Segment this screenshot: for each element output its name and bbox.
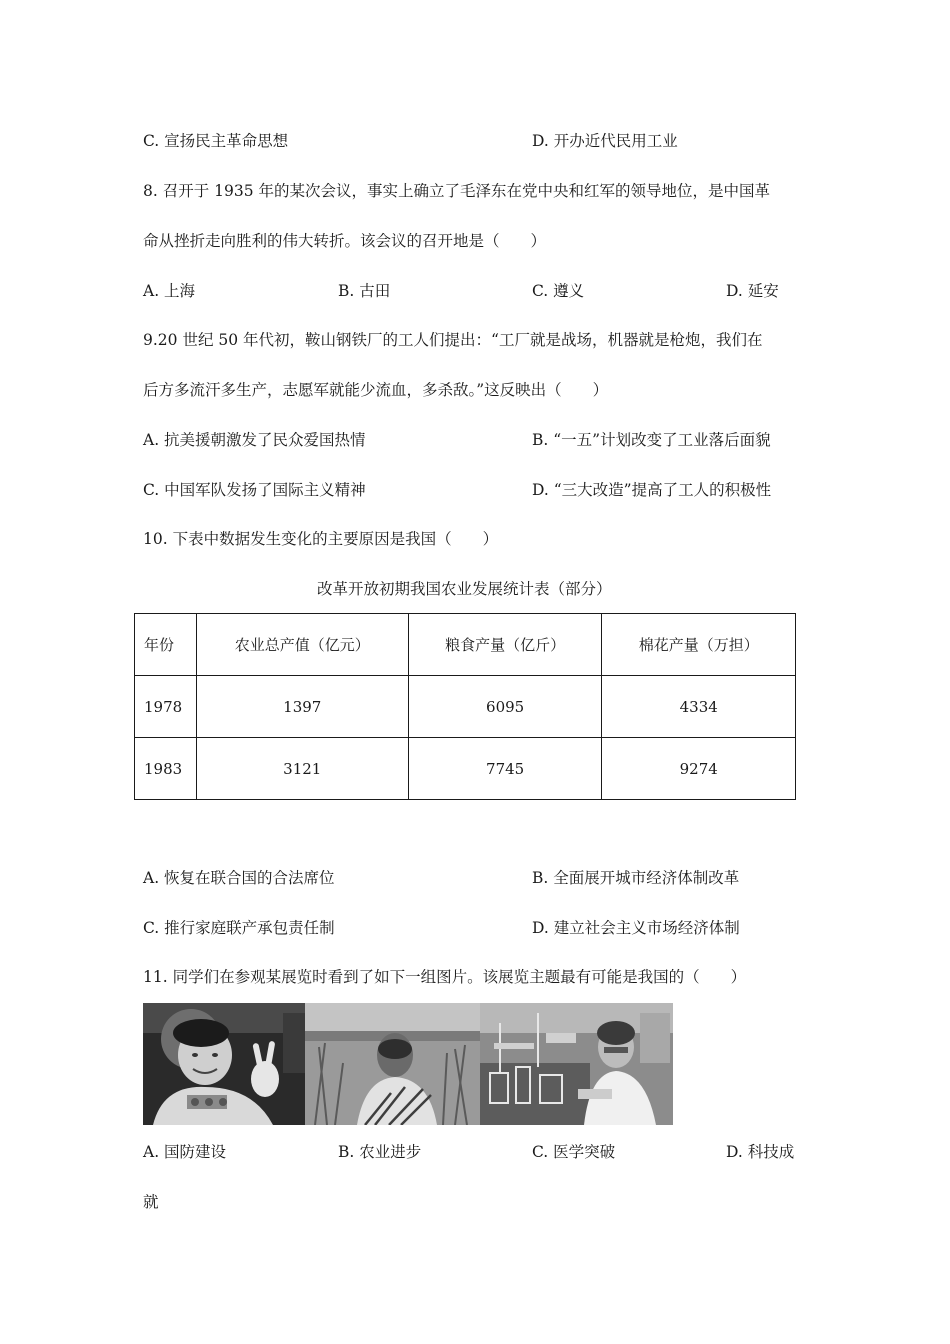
- q10-stem: 10. 下表中数据发生变化的主要原因是我国（ ）: [143, 530, 499, 548]
- cell-year: 1978: [135, 676, 197, 738]
- header-cotton: 棉花产量（万担）: [602, 614, 796, 676]
- q8-option-c: C. 遵义: [532, 282, 585, 300]
- header-grain: 粮食产量（亿斤）: [408, 614, 602, 676]
- header-output-value: 农业总产值（亿元）: [196, 614, 408, 676]
- q9-stem-line2: 后方多流汗多生产，志愿军就能少流血，多杀敌。”这反映出（ ）: [143, 381, 609, 399]
- cell-cotton: 4334: [602, 676, 796, 738]
- q11-option-d-wrap: 就: [143, 1193, 159, 1211]
- q11-option-c: C. 医学突破: [532, 1143, 616, 1161]
- q8-stem-line1: 8. 召开于 1935 年的某次会议，事实上确立了毛泽东在党中央和红军的领导地位，是中国革: [143, 182, 771, 200]
- cell-year: 1983: [135, 738, 197, 800]
- q9-option-a: A. 抗美援朝激发了民众爱国热情: [143, 431, 366, 449]
- q11-stem: 11. 同学们在参观某展览时看到了如下一组图片。该展览主题最有可能是我国的（ ）: [143, 968, 747, 986]
- q7-option-d: D. 开办近代民用工业: [532, 132, 678, 150]
- q11-option-a: A. 国防建设: [143, 1143, 227, 1161]
- q9-stem-line1: 9.20 世纪 50 年代初，鞍山钢铁厂的工人们提出：“工厂就是战场，机器就是枪炮，我们在: [143, 331, 763, 349]
- q10-option-a: A. 恢复在联合国的合法席位: [143, 869, 335, 887]
- q10-option-b: B. 全面展开城市经济体制改革: [532, 869, 740, 887]
- q10-option-d: D. 建立社会主义市场经济体制: [532, 919, 740, 937]
- q8-stem-line2: 命从挫折走向胜利的伟大转折。该会议的召开地是（ ）: [143, 232, 547, 250]
- cell-output-value: 3121: [196, 738, 408, 800]
- header-year: 年份: [135, 614, 197, 676]
- table-row: [135, 738, 796, 800]
- table-header-row: [135, 614, 796, 676]
- cell-output-value: 1397: [196, 676, 408, 738]
- q9-option-b: B. “一五”计划改变了工业落后面貌: [532, 431, 771, 449]
- q8-option-b: B. 古田: [338, 282, 391, 300]
- q7-option-c: C. 宣扬民主革命思想: [143, 132, 289, 150]
- q11-option-b: B. 农业进步: [338, 1143, 422, 1161]
- q9-option-d: D. “三大改造”提高了工人的积极性: [532, 481, 772, 499]
- agriculture-statistics-table: [134, 613, 796, 800]
- agronomist-rice-field-photo: [305, 1003, 480, 1125]
- q11-option-d: D. 科技成: [726, 1143, 795, 1161]
- cell-grain: 6095: [408, 676, 602, 738]
- scientist-laboratory-photo: [480, 1003, 673, 1125]
- astronaut-photo: [143, 1003, 305, 1125]
- table-row: [135, 676, 796, 738]
- table-title: 改革开放初期我国农业发展统计表（部分）: [317, 580, 612, 598]
- q8-option-a: A. 上海: [143, 282, 196, 300]
- q9-option-c: C. 中国军队发扬了国际主义精神: [143, 481, 366, 499]
- cell-grain: 7745: [408, 738, 602, 800]
- q10-option-c: C. 推行家庭联产承包责任制: [143, 919, 335, 937]
- cell-cotton: 9274: [602, 738, 796, 800]
- q8-option-d: D. 延安: [726, 282, 779, 300]
